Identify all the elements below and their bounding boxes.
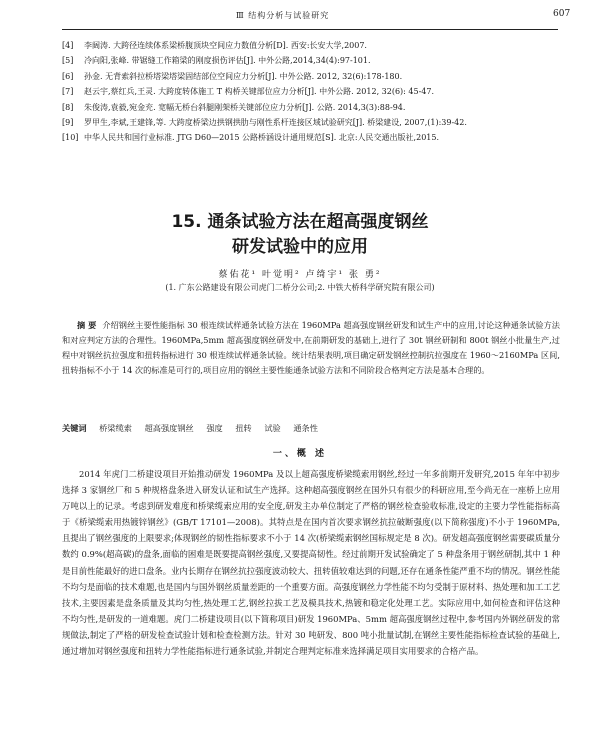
- reference-item: [62, 69, 560, 84]
- paper-title-line-1: 15. 通条试验方法在超高强度钢丝: [171, 212, 429, 232]
- keyword: 试验: [264, 423, 281, 433]
- section-heading: 一、概 述: [272, 449, 328, 459]
- paper-title-line-2: 研发试验中的应用: [232, 237, 368, 257]
- header-rule: [62, 29, 558, 30]
- keyword: 超高强度钢丝: [144, 423, 194, 433]
- reference-item: [62, 84, 560, 99]
- reference-number: [4]: [62, 41, 74, 50]
- running-header-title: Ⅲ 结构分析与试验研究: [236, 11, 330, 20]
- reference-number: [5]: [62, 56, 74, 66]
- running-header: [0, 8, 600, 26]
- reference-number: [10]: [62, 133, 79, 143]
- reference-item: [62, 130, 560, 145]
- keyword: 通条性: [293, 423, 318, 433]
- page-number: 607: [553, 9, 571, 19]
- keyword: 强度: [206, 423, 223, 433]
- reference-text: 冷向阳,张峰. 带锯缝工作箱梁的刚度损伤评估[J]. 中外公路,2014,34(4):97-101.: [84, 56, 371, 66]
- keyword: 扭转: [235, 423, 252, 433]
- paper-title: [0, 210, 600, 260]
- reference-item: [62, 115, 560, 130]
- reference-number: [6]: [62, 71, 74, 81]
- author-list: 蔡佑花¹ 叶觉明² 卢绮宇¹ 张 勇²: [218, 270, 382, 280]
- body-paragraph: 2014 年虎门二桥建设项目开始推动研发 1960MPa 及以上超高强度桥梁缆索用钢丝,经过一年多前期开发研究,2015 年年中初步选择 3 家钢丝厂和 5 种规格盘条进入研发认证和试生产选择。这种超高强度钢丝在国外只有很少的科研应用,至今尚无在一座桥上应用万吨以上的记录。考虑到研发难度和桥梁缆索应用的安全度,研发主办单位制定了严格的钢丝检查验收标准,设定的主要力学性能指标高于《桥梁缆索用热镀锌钢丝》(GB/T 17101—2008)。其特点是在国内首次要求钢丝抗拉破断强度(以下简称强度)不小于 1960MPa,且提出了钢丝强度的上限要求;体现钢丝的韧性指标要求不小于 14 次(桥梁缆索钢丝国标规定是 8 次)。研发超高强度钢丝需要碳质量分数约 0.9%(超高碳)的盘条,面临的困难是既要提高钢丝强度,又要提高韧性。经过前期开发试验确定了 5 种盘条用于钢丝研制,其中 1 种是目前性能最好的进口盘条。业内长期存在钢丝抗拉强度波动较大、扭转值较难达到的问题,还存在通条性能严重不均的情况。钢丝性能不均匀是面临的技术难题,也是国内与国外钢丝质量差距的一个重要方面。高强度钢丝力学性能不均匀受制于原材料、热处理和加工工艺技术,主要因素是盘条质量及其均匀性,热处理工艺,钢丝拉拔工艺及模具技术,热镀和稳定化处理工艺。实际应用中,如何检查和评估这种不均匀性,是研发的一道难题。虎门二桥建设项目(以下简称项目)研发 1960MPa、5mm 超高强度钢丝过程中,参考国内外钢丝研发的常规做法,制定了严格的研发检查试验计划和检查检测方法。针对 30 吨研发、800 吨小批量试制,在钢丝主要性能指标检查试验的基础上,通过增加对钢丝强度和扭转力学性能指标进行通条试验,并制定合理判定标准来选择满足项目实用要求的合格产品。: [62, 469, 560, 657]
- affiliation: (1. 广东公路建设有限公司虎门二桥分公司;2. 中铁大桥科学研究院有限公司): [165, 283, 435, 292]
- reference-number: [8]: [62, 102, 74, 112]
- reference-text: 李阔涛. 大跨径连续体系梁桥腹顶块空间应力数值分析[D]. 西安:长安大学,2007.: [84, 41, 367, 50]
- reference-text: 孙金. 无背索斜拉桥塔梁塔梁固结部位空间应力分析[J]. 中外公路. 2012, 32(6):178-180.: [84, 71, 403, 81]
- keywords: [62, 421, 560, 435]
- reference-item: [62, 100, 560, 115]
- reference-item: [62, 38, 560, 53]
- reference-number: [9]: [62, 118, 74, 128]
- reference-list: [62, 38, 560, 146]
- abstract: [62, 318, 560, 378]
- abstract-text: 介绍钢丝主要性能指标 30 根连续试样通条试验方法在 1960MPa 超高强度钢丝研发和试生产中的应用,讨论这种通条试验方法和对应判定方法的合理性。1960MPa,5mm 超高强度钢丝研发中,在前期研发的基础上,进行了 30t 钢丝研制和 800t 钢丝小批量生产,过程中对钢丝抗拉强度和扭转指标进行 30 根连续试样通条试验。统计结果表明,项目确定研发钢丝控制抗拉强度在 1960～2160MPa 区间,扭转指标不小于 14 次的标准是可行的,项目应用的钢丝主要性能通条试验方法和不同阶段合格判定方法是基本合理的。: [62, 320, 560, 375]
- keywords-label: 关键词: [62, 423, 87, 433]
- reference-text: 朱俊涛,袁毅,宛金充. 宽幅无桥台斜腿刚架桥关键部位应力分析[J]. 公路. 2014,3(3):88-94.: [84, 102, 406, 112]
- keyword: 桥梁缆索: [99, 423, 132, 433]
- reference-number: [7]: [62, 87, 74, 97]
- reference-text: 罗甲生,李斌,王建锋,等. 大跨度桥梁边拱钢拱肋与刚性系杆连接区域试验研究[J]. 桥梁建设, 2007,(1):39-42.: [84, 118, 467, 128]
- reference-text: 赵云宇,蔡红兵,王灵. 大跨度转体施工 T 构桥关键部位应力分析[J]. 中外公路. 2012, 32(6): 45-47.: [84, 87, 435, 97]
- reference-item: [62, 53, 560, 68]
- abstract-label: 摘 要: [77, 320, 97, 330]
- reference-text: 中华人民共和国行业标准. JTG D60—2015 公路桥涵设计通用规范[S]. 北京:人民交通出版社,2015.: [84, 133, 440, 143]
